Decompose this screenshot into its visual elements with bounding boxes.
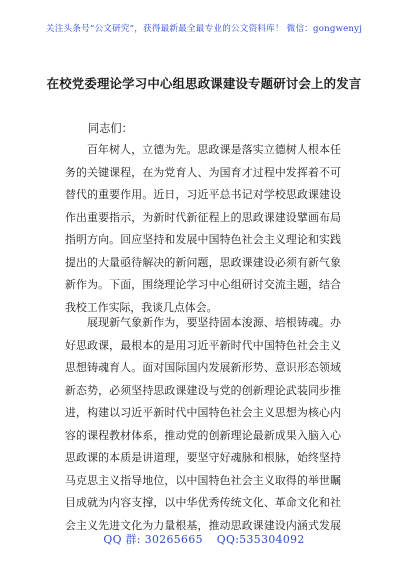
paragraph-line: 容的课程教材体系，推动党的创新理论最新成果入脑入心 <box>65 428 341 442</box>
qq-group-number[interactable]: QQ 群: 30265665 <box>103 533 203 546</box>
paragraph-line: 展现新气象新作为，要坚持固本浚源、培根铸魂。办 <box>87 316 341 329</box>
paragraph-line: 思想铸魂育人。面对国际国内发展新形势、意识形态领域 <box>65 361 341 374</box>
paragraph-line: 目成就为内容支撑，以中华优秀传统文化、革命文化和社 <box>65 496 341 509</box>
paragraph-line: 指明方向。回应坚持和发展中国特色社会主义理论和实践 <box>65 233 341 246</box>
header-promo-banner[interactable]: 关注头条号“公文研究”，获得最新最全最专业的公文资料库！ 微信：gongwenyj <box>45 24 363 34</box>
paragraph-line: 作出重要指示，为新时代新征程上的思政课建设擘画布局 <box>65 210 341 224</box>
qq-number[interactable]: QQ:535304092 <box>216 533 305 546</box>
paragraph-line: 新作为。下面，围绕理论学习中心组研讨交流主题，结合 <box>65 278 341 291</box>
paragraph-line: 务的关键课程，在为党育人、为国育才过程中发挥着不可 <box>65 165 341 179</box>
paragraph-line: 马克思主义指导地位，以中国特色社会主义取得的举世瞩 <box>65 473 341 487</box>
footer-contact <box>0 532 408 547</box>
paragraph-line: 我校工作实际，我谈几点体会。 <box>65 300 218 314</box>
salutation: 同志们： <box>88 122 133 135</box>
paragraph-2 <box>65 312 341 537</box>
paragraph-line: 百年树人，立德为先。思政课是落实立德树人根本任 <box>87 143 341 156</box>
paragraph-line: 进，构建以习近平新时代中国特色社会主义思想为核心内 <box>65 406 341 419</box>
paragraph-line: 思政课的本质是讲道理，要坚守好魂脉和根脉，始终坚持 <box>65 451 341 464</box>
paragraph-line: 好思政课，最根本的是用习近平新时代中国特色社会主义 <box>65 338 341 352</box>
paragraph-line: 提出的大量亟待解决的新问题，思政课建设必须有新气象 <box>65 255 341 269</box>
paragraph-1 <box>65 139 341 319</box>
paragraph-line: 会主义先进文化为力量根基，推动思政课建设内涵式发展 <box>65 518 341 532</box>
paragraph-line: 新态势，必须坚持思政课建设与党的创新理论武装同步推 <box>65 383 341 397</box>
paragraph-line: 替代的重要作用。近日，习近平总书记对学校思政课建设 <box>65 188 341 201</box>
document-title: 在校党委理论学习中心组思政课建设专题研讨会上的发言 <box>46 76 362 91</box>
